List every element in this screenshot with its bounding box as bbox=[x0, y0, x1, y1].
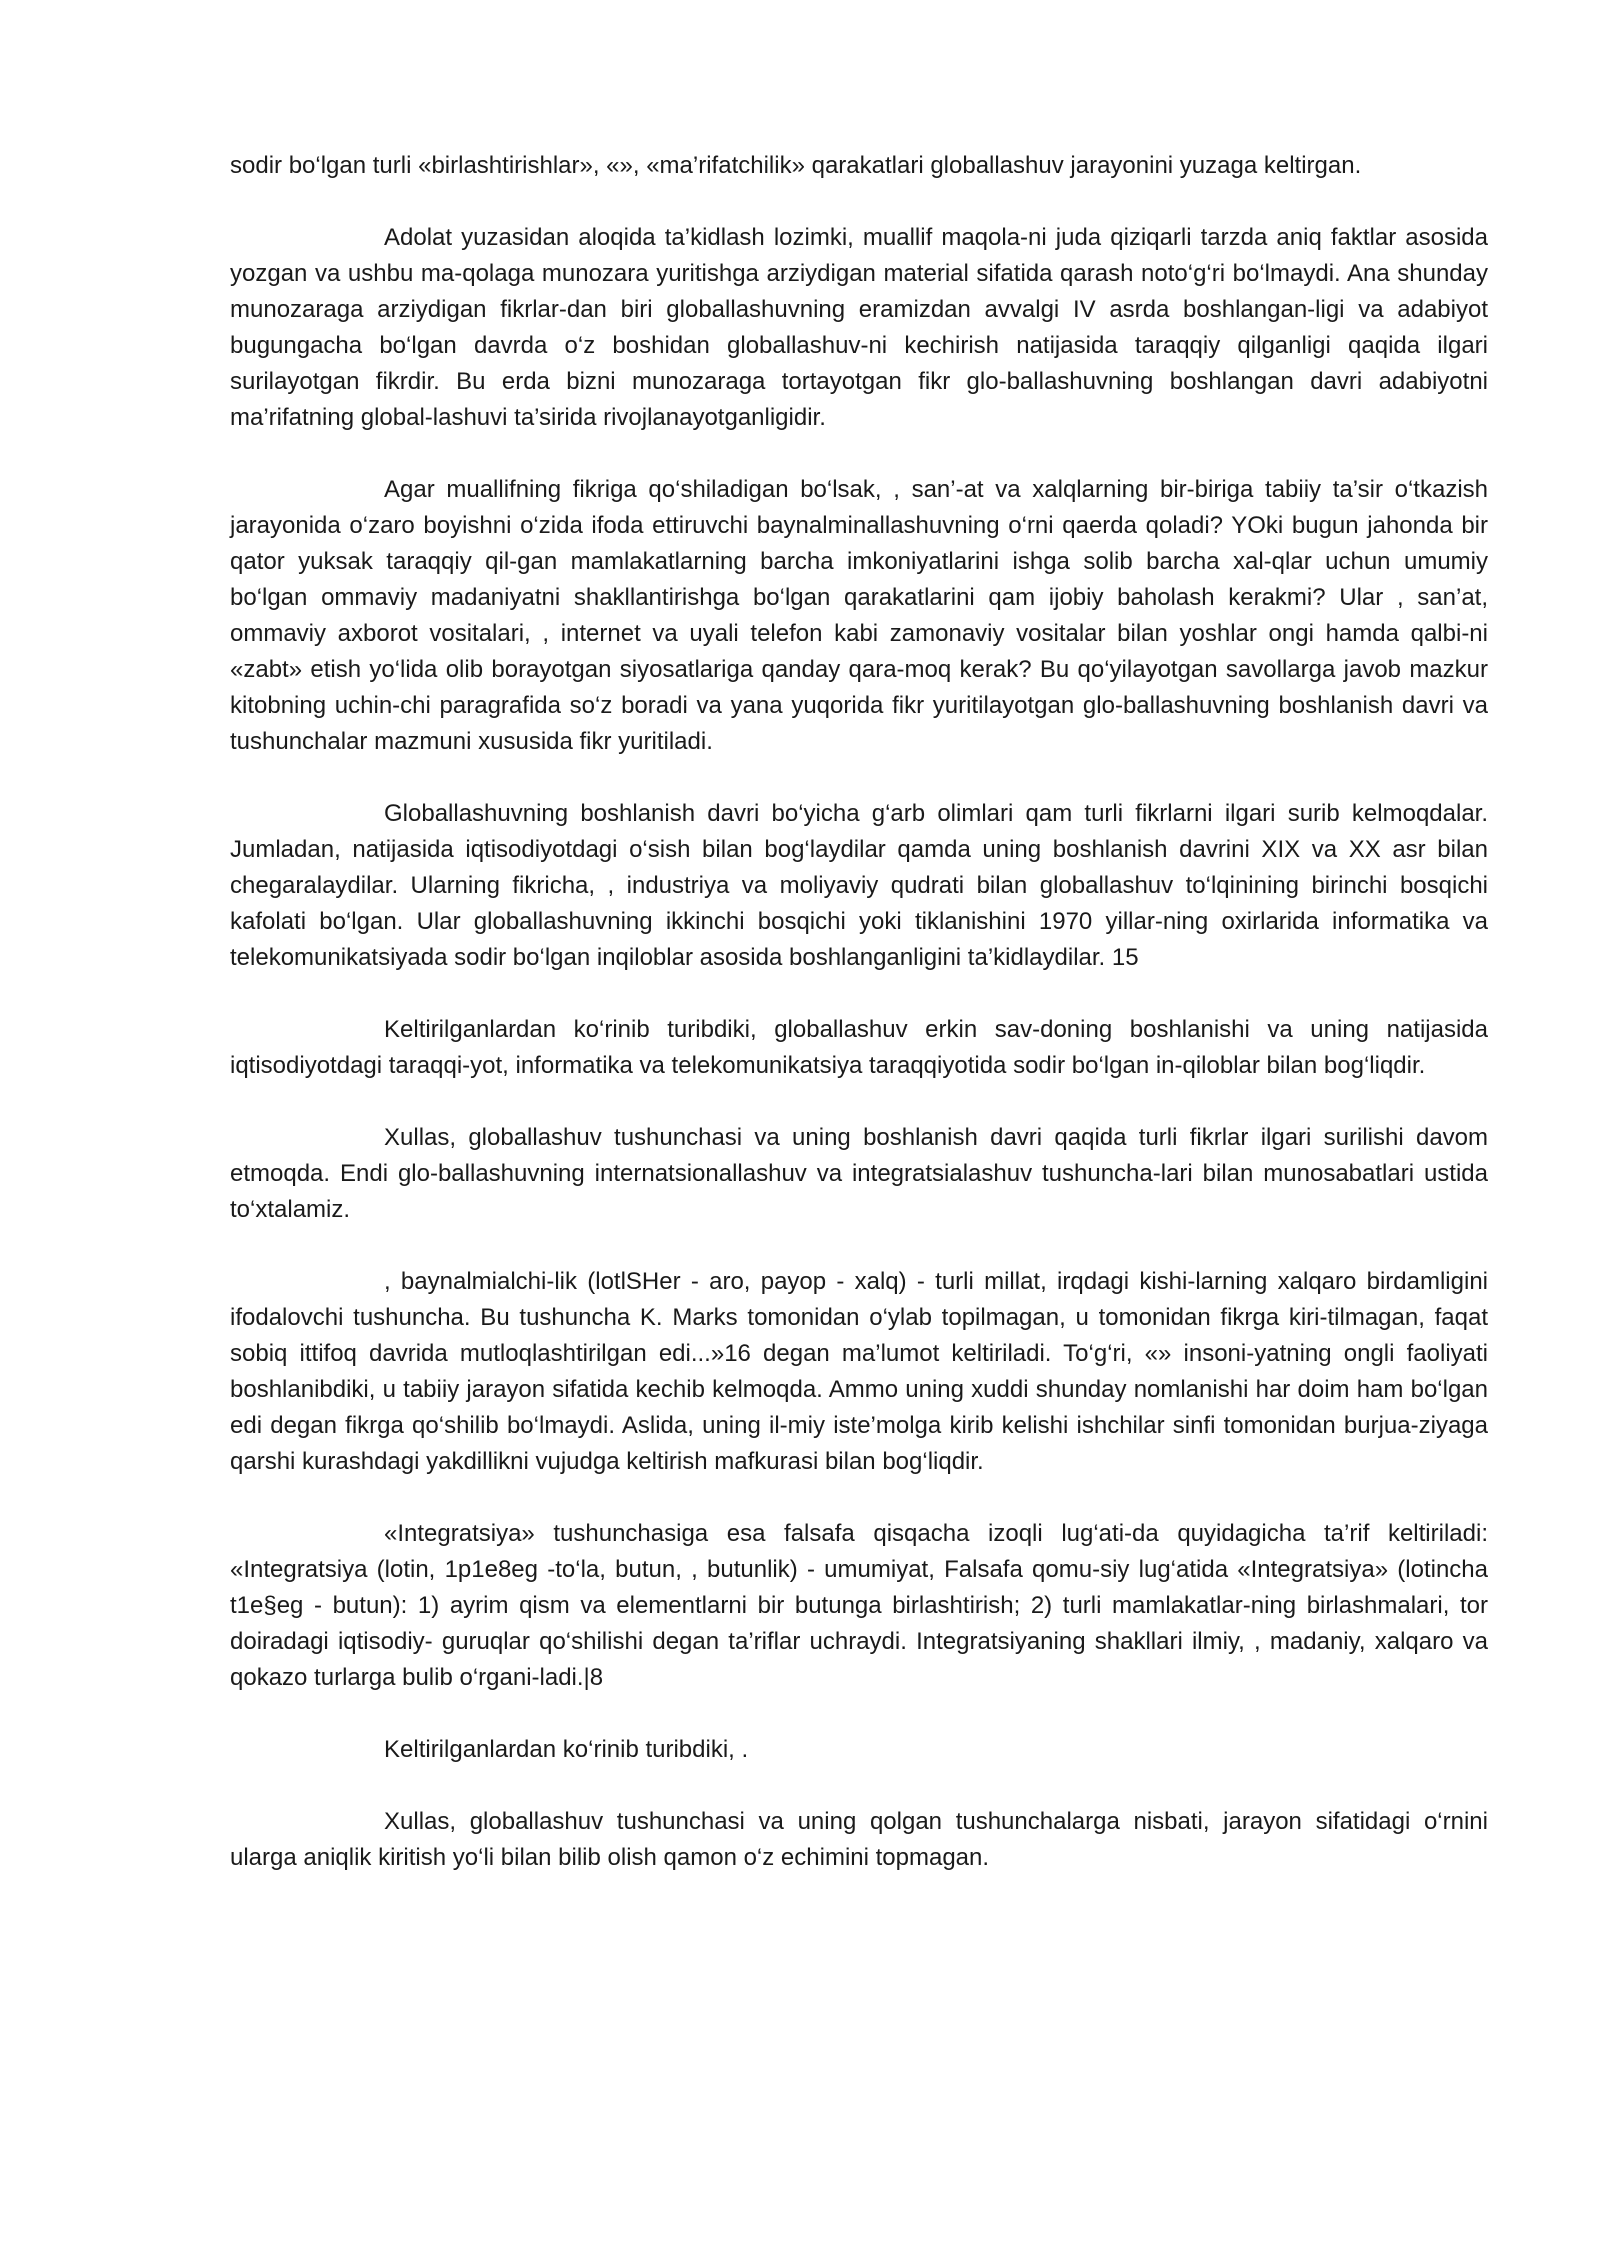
paragraph-1: sodir bo‘lgan turli «birlashtirishlar», «», «ma’rifatchilik» qarakatlari globallashuv jarayonini yuzaga keltirgan. bbox=[230, 152, 1362, 179]
paragraph-9: Keltirilganlardan ko‘rinib turibdiki, . bbox=[384, 1736, 749, 1763]
paragraph-8: «Integratsiya» tushunchasiga esa falsafa qisqacha izoqli lug‘ati-da quyidagicha ta’rif keltiriladi: «Integratsiya (lotin, 1p1e8eg -to‘la, butun, , butunlik) - umumiyat, Falsafa qomu-siy lug‘atida «Integratsiya» (lotincha t1e§eg - butun): 1) ayrim qism va elementlarni bir butunga birlashtirish; 2) turli mamlakatlar-ning birlashmalari, tor doiradagi iqtisodiy- guruqlar qo‘shilishi degan ta’riflar uchraydi. Integratsiyaning shakllari ilmiy, , madaniy, xalqaro va qokazo turlarga bulib o‘rgani-ladi.|8 bbox=[230, 1520, 1488, 1691]
paragraph-10: Xullas, globallashuv tushunchasi va uning qolgan tushunchalarga nisbati, jarayon sifatidagi o‘rnini ularga aniqlik kiritish yo‘li bilan bilib olish qamon o‘z echimini topmagan. bbox=[230, 1808, 1488, 1871]
paragraph-3: Agar muallifning fikriga qo‘shiladigan bo‘lsak, , san’-at va xalqlarning bir-biriga tabiiy ta’sir o‘tkazish jarayonida o‘zaro boyishni o‘zida ifoda ettiruvchi baynalminallashuvning o‘rni qaerda qoladi? YOki bugun jahonda bir qator yuksak taraqqiy qil-gan mamlakatlarning barcha imkoniyatlarini ishga solib barcha xal-qlar uchun umumiy bo‘lgan ommaviy madaniyatni shakllantirishga bo‘lgan qarakatlarini qam ijobiy baholash kerakmi? Ular , san’at, ommaviy axborot vositalari, , internet va uyali telefon kabi zamonaviy vositalar bilan yoshlar ongi hamda qalbi-ni «zabt» etish yo‘lida olib borayotgan siyosatlariga qanday qara-moq kerak? Bu qo‘yilayotgan savollarga javob mazkur kitobning uchin-chi paragrafida so‘z boradi va yana yuqorida fikr yuritilayotgan glo-ballashuvning boshlanish davri va tushunchalar mazmuni xususida fikr yuritiladi. bbox=[230, 476, 1488, 755]
paragraph-6: Xullas, globallashuv tushunchasi va uning boshlanish davri qaqida turli fikrlar ilgari surilishi davom etmoqda. Endi glo-ballashuvning internatsionallashuv va integratsialashuv tushuncha-lari bilan munosabatlari ustida to‘xtalamiz. bbox=[230, 1124, 1488, 1223]
paragraph-4: Globallashuvning boshlanish davri bo‘yicha g‘arb olimlari qam turli fikrlarni ilgari surib kelmoqdalar. Jumladan, natijasida iqtisodiyotdagi o‘sish bilan bog‘laydilar qamda uning boshlanish davrini XIX va XX asr bilan chegaralaydilar. Ularning fikricha, , industriya va moliyaviy qudrati bilan globallashuv to‘lqinining birinchi bosqichi kafolati bo‘lgan. Ular globallashuvning ikkinchi bosqichi yoki tiklanishini 1970 yillar-ning oxirlarida informatika va telekomunikatsiyada sodir bo‘lgan inqiloblar asosida boshlanganligini ta’kidlaydilar. 15 bbox=[230, 800, 1488, 971]
paragraph-2: Adolat yuzasidan aloqida ta’kidlash lozimki, muallif maqola-ni juda qiziqarli tarzda aniq faktlar asosida yozgan va ushbu ma-qolaga munozara yuritishga arziydigan material sifatida qarash noto‘g‘ri bo‘lmaydi. Ana shunday munozaraga arziydigan fikrlar-dan biri globallashuvning eramizdan avvalgi IV asrda boshlangan-ligi va adabiyot bugungacha bo‘lgan davrda o‘z boshidan globallashuv-ni kechirish natijasida taraqqiy qilganligi qaqida ilgari surilayotgan fikrdir. Bu erda bizni munozaraga tortayotgan fikr glo-ballashuvning boshlangan davri adabiyotni ma’rifatning global-lashuvi ta’sirida rivojlanayotganligidir. bbox=[230, 224, 1488, 431]
paragraph-5: Keltirilganlardan ko‘rinib turibdiki, globallashuv erkin sav-doning boshlanishi va uning natijasida iqtisodiyotdagi taraqqi-yot, informatika va telekomunikatsiya taraqqiyotida sodir bo‘lgan in-qiloblar bilan bog‘liqdir. bbox=[230, 1016, 1488, 1079]
paragraph-7: , baynalmialchi-lik (lotlSHer - aro, payop - xalq) - turli millat, irqdagi kishi-larning xalqaro birdamligini ifodalovchi tushuncha. Bu tushuncha K. Marks tomonidan o‘ylab topilmagan, u tomonidan fikrga kiri-tilmagan, faqat sobiq ittifoq davrida mutloqlashtirilgan edi...»16 degan ma’lumot keltiriladi. To‘g‘ri, «» insoni-yatning ongli faoliyati boshlanibdiki, u tabiiy jarayon sifatida kechib kelmoqda. Ammo uning xuddi shunday nomlanishi har doim ham bo‘lgan edi degan fikrga qo‘shilib bo‘lmaydi. Aslida, uning il-miy iste’molga kirib kelishi ishchilar sinfi tomonidan burjua-ziyaga qarshi kurashdagi yakdillikni vujudga keltirish mafkurasi bilan bog‘liqdir. bbox=[230, 1268, 1488, 1475]
document-page bbox=[230, 148, 1488, 1912]
